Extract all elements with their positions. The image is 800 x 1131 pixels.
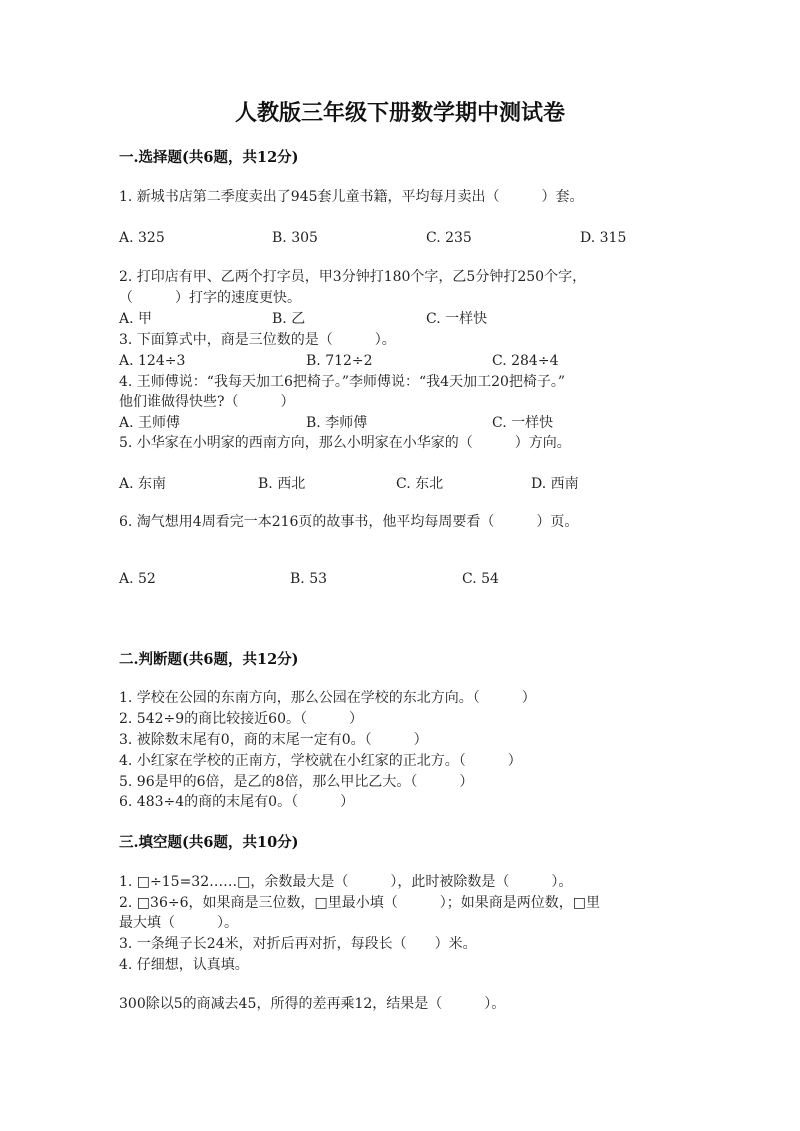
question-5-stem: 5. 小华家在小明家的西南方向，那么小明家在小华家的（ ）方向。 xyxy=(119,435,571,451)
question-6-option-c: C. 54 xyxy=(462,571,499,587)
fill-item-2-line-1: 2. □36÷6，如果商是三位数，□里最小填（ ）；如果商是两位数，□里 xyxy=(119,895,600,911)
question-6-option-a: A. 52 xyxy=(119,571,156,587)
section-heading-fill-in: 三.填空题(共6题，共10分) xyxy=(119,834,299,851)
fill-item-1: 1. □÷15=32……□，余数最大是（ ），此时被除数是（ ）。 xyxy=(119,874,573,890)
question-5-option-c: C. 东北 xyxy=(396,476,444,492)
question-1-option-d: D. 315 xyxy=(580,230,627,246)
question-6-option-b: B. 53 xyxy=(290,571,328,587)
question-1-option-a: A. 325 xyxy=(119,230,165,246)
question-3-option-a: A. 124÷3 xyxy=(119,353,186,369)
question-3-stem: 3. 下面算式中，商是三位数的是（ ）。 xyxy=(119,332,396,348)
fill-item-4-sub: 300除以5的商减去45，所得的差再乘12，结果是（ ）。 xyxy=(119,996,506,1012)
question-5-option-a: A. 东南 xyxy=(119,476,167,492)
question-4-option-b: B. 李师傅 xyxy=(306,415,368,431)
question-2-option-c: C. 一样快 xyxy=(426,311,488,327)
question-1-option-c: C. 235 xyxy=(426,230,472,246)
question-5-option-d: D. 西南 xyxy=(531,476,579,492)
question-4-line-1: 4. 王师傅说：“我每天加工6把椅子。”李师傅说：“我4天加工20把椅子。” xyxy=(119,374,566,390)
fill-item-2-line-2: 最大填（ ）。 xyxy=(119,915,238,931)
section-heading-choice: 一.选择题(共6题，共12分) xyxy=(119,149,299,166)
question-4-option-c: C. 一样快 xyxy=(492,415,554,431)
judgment-item-6: 6. 483÷4的商的末尾有0。（ ） xyxy=(119,794,355,810)
fill-item-4: 4. 仔细想，认真填。 xyxy=(119,957,249,973)
question-4-option-a: A. 王师傅 xyxy=(119,415,181,431)
question-5-option-b: B. 西北 xyxy=(258,476,306,492)
question-3-option-c: C. 284÷4 xyxy=(492,353,559,369)
question-2-line-2: （ ）打字的速度更快。 xyxy=(119,290,301,306)
judgment-item-2: 2. 542÷9的商比较接近60。（ ） xyxy=(119,711,363,727)
question-3-option-b: B. 712÷2 xyxy=(306,353,373,369)
page-title: 人教版三年级下册数学期中测试卷 xyxy=(234,100,565,126)
judgment-item-5: 5. 96是甲的6倍，是乙的8倍，那么甲比乙大。（ ） xyxy=(119,774,474,790)
question-2-option-b: B. 乙 xyxy=(272,311,306,327)
question-1-stem: 1. 新城书店第二季度卖出了945套儿童书籍，平均每月卖出（ ）套。 xyxy=(119,189,584,205)
section-heading-judgment: 二.判断题(共6题，共12分) xyxy=(119,651,299,668)
question-4-line-2: 他们谁做得快些?（ ） xyxy=(119,394,295,410)
question-1-option-b: B. 305 xyxy=(272,230,318,246)
question-6-stem: 6. 淘气想用4周看完一本216页的故事书，他平均每周要看（ ）页。 xyxy=(119,514,579,530)
question-2-line-1: 2. 打印店有甲、乙两个打字员，甲3分钟打180个字，乙5分钟打250个字， xyxy=(119,269,587,285)
question-2-option-a: A. 甲 xyxy=(119,311,153,327)
fill-item-3: 3. 一条绳子长24米，对折后再对折，每段长（ ）米。 xyxy=(119,936,477,952)
judgment-item-1: 1. 学校在公园的东南方向，那么公园在学校的东北方向。（ ） xyxy=(119,690,536,706)
judgment-item-4: 4. 小红家在学校的正南方，学校就在小红家的正北方。（ ） xyxy=(119,753,522,769)
judgment-item-3: 3. 被除数末尾有0，商的末尾一定有0。（ ） xyxy=(119,732,428,748)
